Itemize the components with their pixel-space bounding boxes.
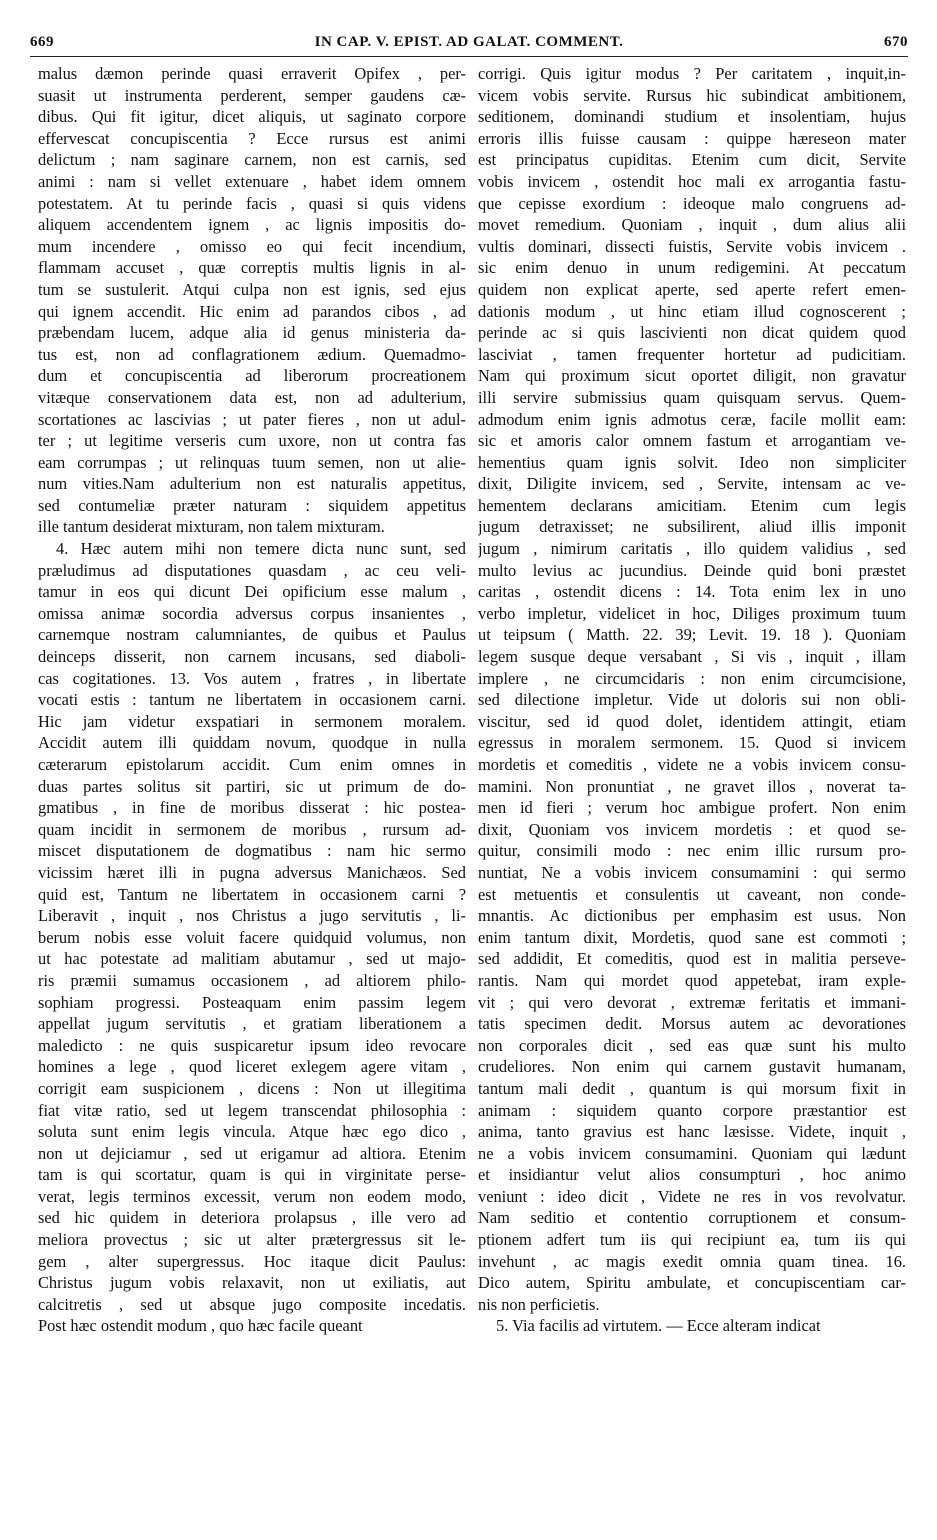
left-column	[38, 63, 466, 1337]
page-number-right: 670	[884, 34, 908, 50]
text-line: enim tantum dixit, Mordetis, quod sane est commoti ;	[478, 927, 906, 947]
text-line: vultis dominari, dissecti fuistis, Servite vobis invicem .	[478, 236, 906, 256]
text-line: flammam accuset , quæ correptis multis lignis in al-	[38, 258, 466, 278]
text-line: appellat jugum servitutis , et gratiam liberationem a	[38, 1014, 466, 1034]
text-line: effervescat concupiscentia ? Ecce rursus est animi	[38, 128, 466, 148]
text-line: dixit, Quoniam vos invicem mordetis : et quod se-	[478, 819, 906, 839]
text-line: mum incendere , omisso eo qui fecit incendium,	[38, 236, 466, 256]
text-line: vit ; qui vero devorat , extremæ feritatis et immani-	[478, 992, 906, 1012]
text-line: implere , ne circumcidaris : non enim circumcisione,	[478, 668, 906, 688]
text-line: calcitretis , sed ut absque jugo composite incedatis.	[38, 1294, 466, 1314]
text-line: Nam qui proximum sicut oportet diligit, non gravatur	[478, 366, 906, 386]
text-line: berum nobis esse voluit facere quidquid volumus, non	[38, 927, 466, 947]
text-line: 5. Via facilis ad virtutem. — Ecce alteram indicat	[496, 1316, 821, 1336]
text-line: jugum detraxisset; ne subsilirent, aliud illis imponit	[478, 517, 906, 537]
text-line: movet remedium. Quoniam , inquit , dum alius alii	[478, 215, 906, 235]
text-line: vicissim hæret illi in pugna adversus Manichæos. Sed	[38, 862, 466, 882]
text-line: Christus jugum vobis relaxavit, non ut exiliatis, aut	[38, 1273, 466, 1293]
text-line: mordetis et comeditis , videte ne a vobis invicem consu-	[478, 755, 906, 774]
text-line: corrigi. Quis igitur modus ? Per caritatem , inquit,in-	[478, 64, 906, 83]
text-line: veniunt : ideo dicit , Videte ne res in vos revolvatur.	[478, 1186, 906, 1206]
text-line: scortationes ac lascivias ; ut pater fieres , non ut adul-	[38, 409, 466, 429]
text-line: Nam seditio et contentio corruptionem et consum-	[478, 1208, 906, 1228]
text-line: vobis invicem , ostendit hoc mali ex arrogantia fastu-	[478, 171, 906, 191]
text-line: est principatus cupiditas. Etenim cum dicit, Servite	[478, 150, 906, 170]
text-line: corrigit eam suspicionem , dicens : Non ut illegitima	[38, 1078, 466, 1098]
text-line: non ut dejiciamur , sed ut erigamur ad altiora. Etenim	[38, 1143, 466, 1163]
text-line: Dico autem, Spiritu ambulate, et concupiscentiam car-	[478, 1273, 906, 1293]
text-line: quitur, consimili modo : nec enim illic rursum pro-	[478, 841, 906, 861]
text-line: tam is qui scortatur, quam is qui in virginitate perse-	[38, 1165, 466, 1185]
text-line: malus dæmon perinde quasi erraverit Opifex , per-	[38, 64, 466, 83]
text-line: omissa animæ socordia adversus corpus insanientes ,	[38, 603, 466, 623]
text-line: delictum ; nam saginare carnem, non est carnis, sed	[38, 150, 466, 170]
text-line: sic et amoris calor omnem fastum et arrogantiam ve-	[478, 431, 906, 451]
text-line: quam incidit in sermonem de moribus , rursum ad-	[38, 819, 466, 839]
text-line: quidem non explicat aperte, sed aperte refert emen-	[478, 279, 906, 299]
text-line: aliquem accendentem ignem , ac lignis impositis do-	[38, 215, 466, 235]
text-line: sic enim denuo in unum redigemini. At peccatum	[478, 258, 906, 278]
text-line: vitæque conservationem data est, non ad adulterium,	[38, 387, 466, 407]
text-line: præludimus ad disputationes quasdam , ac ceu veli-	[38, 560, 466, 580]
text-line: gmatibus , in fine de moribus disserat : hic postea-	[38, 798, 466, 818]
text-line: ne a vobis invicem consumamini. Quoniam qui lædunt	[478, 1143, 906, 1163]
text-line: mnantis. Ac dictionibus per emphasim est usus. Non	[478, 906, 906, 926]
text-line: maledicto : ne quis suspicaretur ipsum ideo revocare	[38, 1035, 466, 1055]
text-line: sed hic quidem in deteriora prolapsus , ille vero ad	[38, 1208, 466, 1228]
text-line: sed addidit, Et comeditis, quod est in malitia perseve-	[478, 949, 906, 969]
text-line: dum et concupiscentia ad liberorum procreationem	[38, 366, 466, 386]
text-line: duas partes solitus sit partiri, sic ut primum de do-	[38, 776, 466, 796]
text-line: fiat vitæ ratio, sed ut legem transcendat philosophia :	[38, 1100, 466, 1120]
text-line: meliora provectus ; sic ut alter prætergressus sit le-	[38, 1230, 466, 1250]
text-line: tum se sustulerit. Atqui culpa non est ignis, sed ejus	[38, 279, 466, 299]
text-line: homines a lege , quod liceret exlegem agere vitam ,	[38, 1057, 466, 1077]
text-line: ille tantum desiderat mixturam, non talem mixturam.	[38, 517, 385, 537]
text-line: 4. Hæc autem mihi non temere dicta nunc sunt, sed	[56, 539, 466, 559]
text-line: verbo impletur, videlicet in hoc, Diliges proximum tuum	[478, 603, 906, 623]
header-rule	[30, 56, 908, 57]
text-line: vicem vobis servite. Rursus hic subindicat ambitionem,	[478, 85, 906, 105]
text-line: soluta sunt enim legis vincula. Atque hæc ego dico ,	[38, 1122, 466, 1142]
text-line: ut hac potestate ad malitiam abutamur , sed ut majo-	[38, 949, 466, 969]
text-line: illi servire submissius quam quisquam servus. Quem-	[478, 387, 906, 407]
text-line: gem , alter supergressus. Hoc itaque dicit Paulus:	[38, 1251, 466, 1271]
text-line: vocati estis : tantum ne libertatem in occasionem carni.	[38, 690, 466, 710]
running-title: IN CAP. V. EPIST. AD GALAT. COMMENT.	[314, 34, 624, 50]
text-line: hementem declarans amicitiam. Etenim cum legis	[478, 495, 906, 515]
text-line: cæterarum epistolarum accidit. Cum enim omnes in	[38, 755, 466, 774]
text-line: et insidiantur velut alios consumpturi , hoc animo	[478, 1165, 906, 1185]
text-line: præbendam lucem, adque alia id genus ministeria da-	[38, 323, 466, 343]
text-line: jugum , nimirum caritatis , illo quidem validius , sed	[478, 539, 906, 559]
text-line: ut teipsum ( Matth. 22. 39; Levit. 19. 18 ). Quoniam	[478, 625, 906, 645]
text-line: ris præmii sumamus occasionem , ad altiorem philo-	[38, 970, 466, 990]
text-line: Post hæc ostendit modum , quo hæc facile queant	[38, 1316, 363, 1336]
text-line: caritas , ostendit dicens : 14. Tota enim lex in uno	[478, 582, 906, 602]
text-line: viscitur, sed id quod dolet, identidem attingit, etiam	[478, 711, 906, 731]
text-line: que cepisse exordium : ideoque malo congruens ad-	[478, 193, 906, 213]
text-line: Hic jam videtur exspatiari in sermonem moralem.	[38, 711, 466, 731]
text-line: multo levius ac jucundius. Deinde quid boni præstet	[478, 560, 906, 580]
text-line: est metuentis et consulentis ut caveant, non conde-	[478, 884, 906, 904]
page-number-left: 669	[30, 34, 54, 50]
text-line: Liberavit , inquit , nos Christus a jugo servitutis , li-	[38, 906, 466, 926]
text-line: sed dilectione impletur. Vide ut doloris sui non obli-	[478, 690, 906, 710]
text-line: mamini. Non pronuntiat , ne gravet illos , noverat ta-	[478, 776, 906, 796]
text-line: eam corrumpas ; ut relinquas tuum semen, non ut alie-	[38, 452, 466, 472]
text-line: nuntiat, Ne a vobis invicem consumamini : qui sermo	[478, 862, 906, 882]
text-line: dibus. Qui fit igitur, dicet aliquis, ut saginato corpore	[38, 107, 466, 127]
text-line: tus est, non ad conflagrationem ædium. Quemadmo-	[38, 344, 466, 364]
text-line: verat, legis terminos excessit, verum non eodem modo,	[38, 1186, 466, 1206]
text-line: rantis. Nam qui mordet quod appetebat, iram exple-	[478, 970, 906, 990]
text-line: tatis specimen dedit. Morsus autem ac devorationes	[478, 1014, 906, 1034]
text-line: potestatem. At tu perinde facis , quasi si quis videns	[38, 193, 466, 213]
text-line: miscet disputationem de dogmatibus : nam hic sermo	[38, 841, 466, 861]
text-line: tamur in eos qui dicunt Dei opificium esse malum ,	[38, 582, 466, 602]
text-line: tantum mali dedit , quantum is qui morsum fixit in	[478, 1078, 906, 1098]
text-line: lasciviat , tamen frequenter hortetur ad pudicitiam.	[478, 344, 906, 364]
text-line: carnemque nostram calumniantes, de quibus et Paulus	[38, 625, 466, 645]
running-header	[30, 30, 908, 54]
text-line: sed contumeliæ præter naturam : siquidem appetitus	[38, 495, 466, 515]
text-line: deinceps disserit, non carnem incusans, sed diaboli-	[38, 647, 466, 667]
text-line: qui ignem accendit. Hic enim ad parandos cibos , ad	[38, 301, 466, 321]
text-line: quid est, Tantum ne libertatem in occasionem carni ?	[38, 884, 466, 904]
text-line: men id fieri ; verum hoc ambigue profert. Non enim	[478, 798, 906, 818]
text-line: animi : nam si vellet extenuare , habet idem omnem	[38, 171, 466, 191]
text-line: legem susque deque versabant , Si vis , inquit , illam	[478, 647, 906, 667]
text-line: seditionem, dominandi studium et insolentiam, hujus	[478, 107, 906, 127]
text-line: suasit ut instrumenta perderent, semper gaudens cæ-	[38, 85, 466, 105]
text-line: animam : siquidem quanto corpore præstantior est	[478, 1100, 906, 1120]
text-line: Accidit autem illi quiddam novum, quodque in nulla	[38, 733, 466, 753]
text-line: sophiam progressi. Posteaquam enim passim legem	[38, 992, 466, 1012]
text-line: nis non perficietis.	[478, 1294, 600, 1314]
text-line: hementius quam ignis solvit. Ideo non simpliciter	[478, 452, 906, 472]
text-line: erroris illis fuisse causam : quippe hæreseon mater	[478, 128, 906, 148]
text-line: dixit, Diligite invicem, sed , Servite, intensam ac ve-	[478, 474, 906, 494]
text-line: ter ; ut legitime verseris cum uxore, non ut contra fas	[38, 431, 466, 451]
text-line: anima, tanto gravius est hanc læsisse. Videte, inquit ,	[478, 1122, 906, 1142]
text-line: dationis modum , ut hinc etiam illud cognoscerent ;	[478, 301, 906, 321]
text-line: perinde ac si quis lascivienti non dicat quidem quod	[478, 323, 906, 343]
text-line: num vities.Nam adulterium non est naturalis appetitus,	[38, 474, 466, 494]
text-line: ptionem adfert tum iis qui recipiunt ea, tum iis qui	[478, 1230, 906, 1250]
text-line: crudeliores. Non enim qui carnem gustavit humanam,	[478, 1057, 906, 1077]
text-line: admodum enim ignis admotus ceræ, facile mollit eam:	[478, 409, 906, 429]
text-line: cas cogitationes. 13. Vos autem , fratres , in libertate	[38, 668, 466, 688]
right-column	[478, 63, 906, 1337]
text-line: egressus in moralem sermonem. 15. Quod si invicem	[478, 733, 906, 753]
text-line: non corporales dicit , sed eas quæ sunt his multo	[478, 1035, 906, 1055]
text-line: invehunt , ac magis exedit omnia quam tinea. 16.	[478, 1251, 906, 1271]
